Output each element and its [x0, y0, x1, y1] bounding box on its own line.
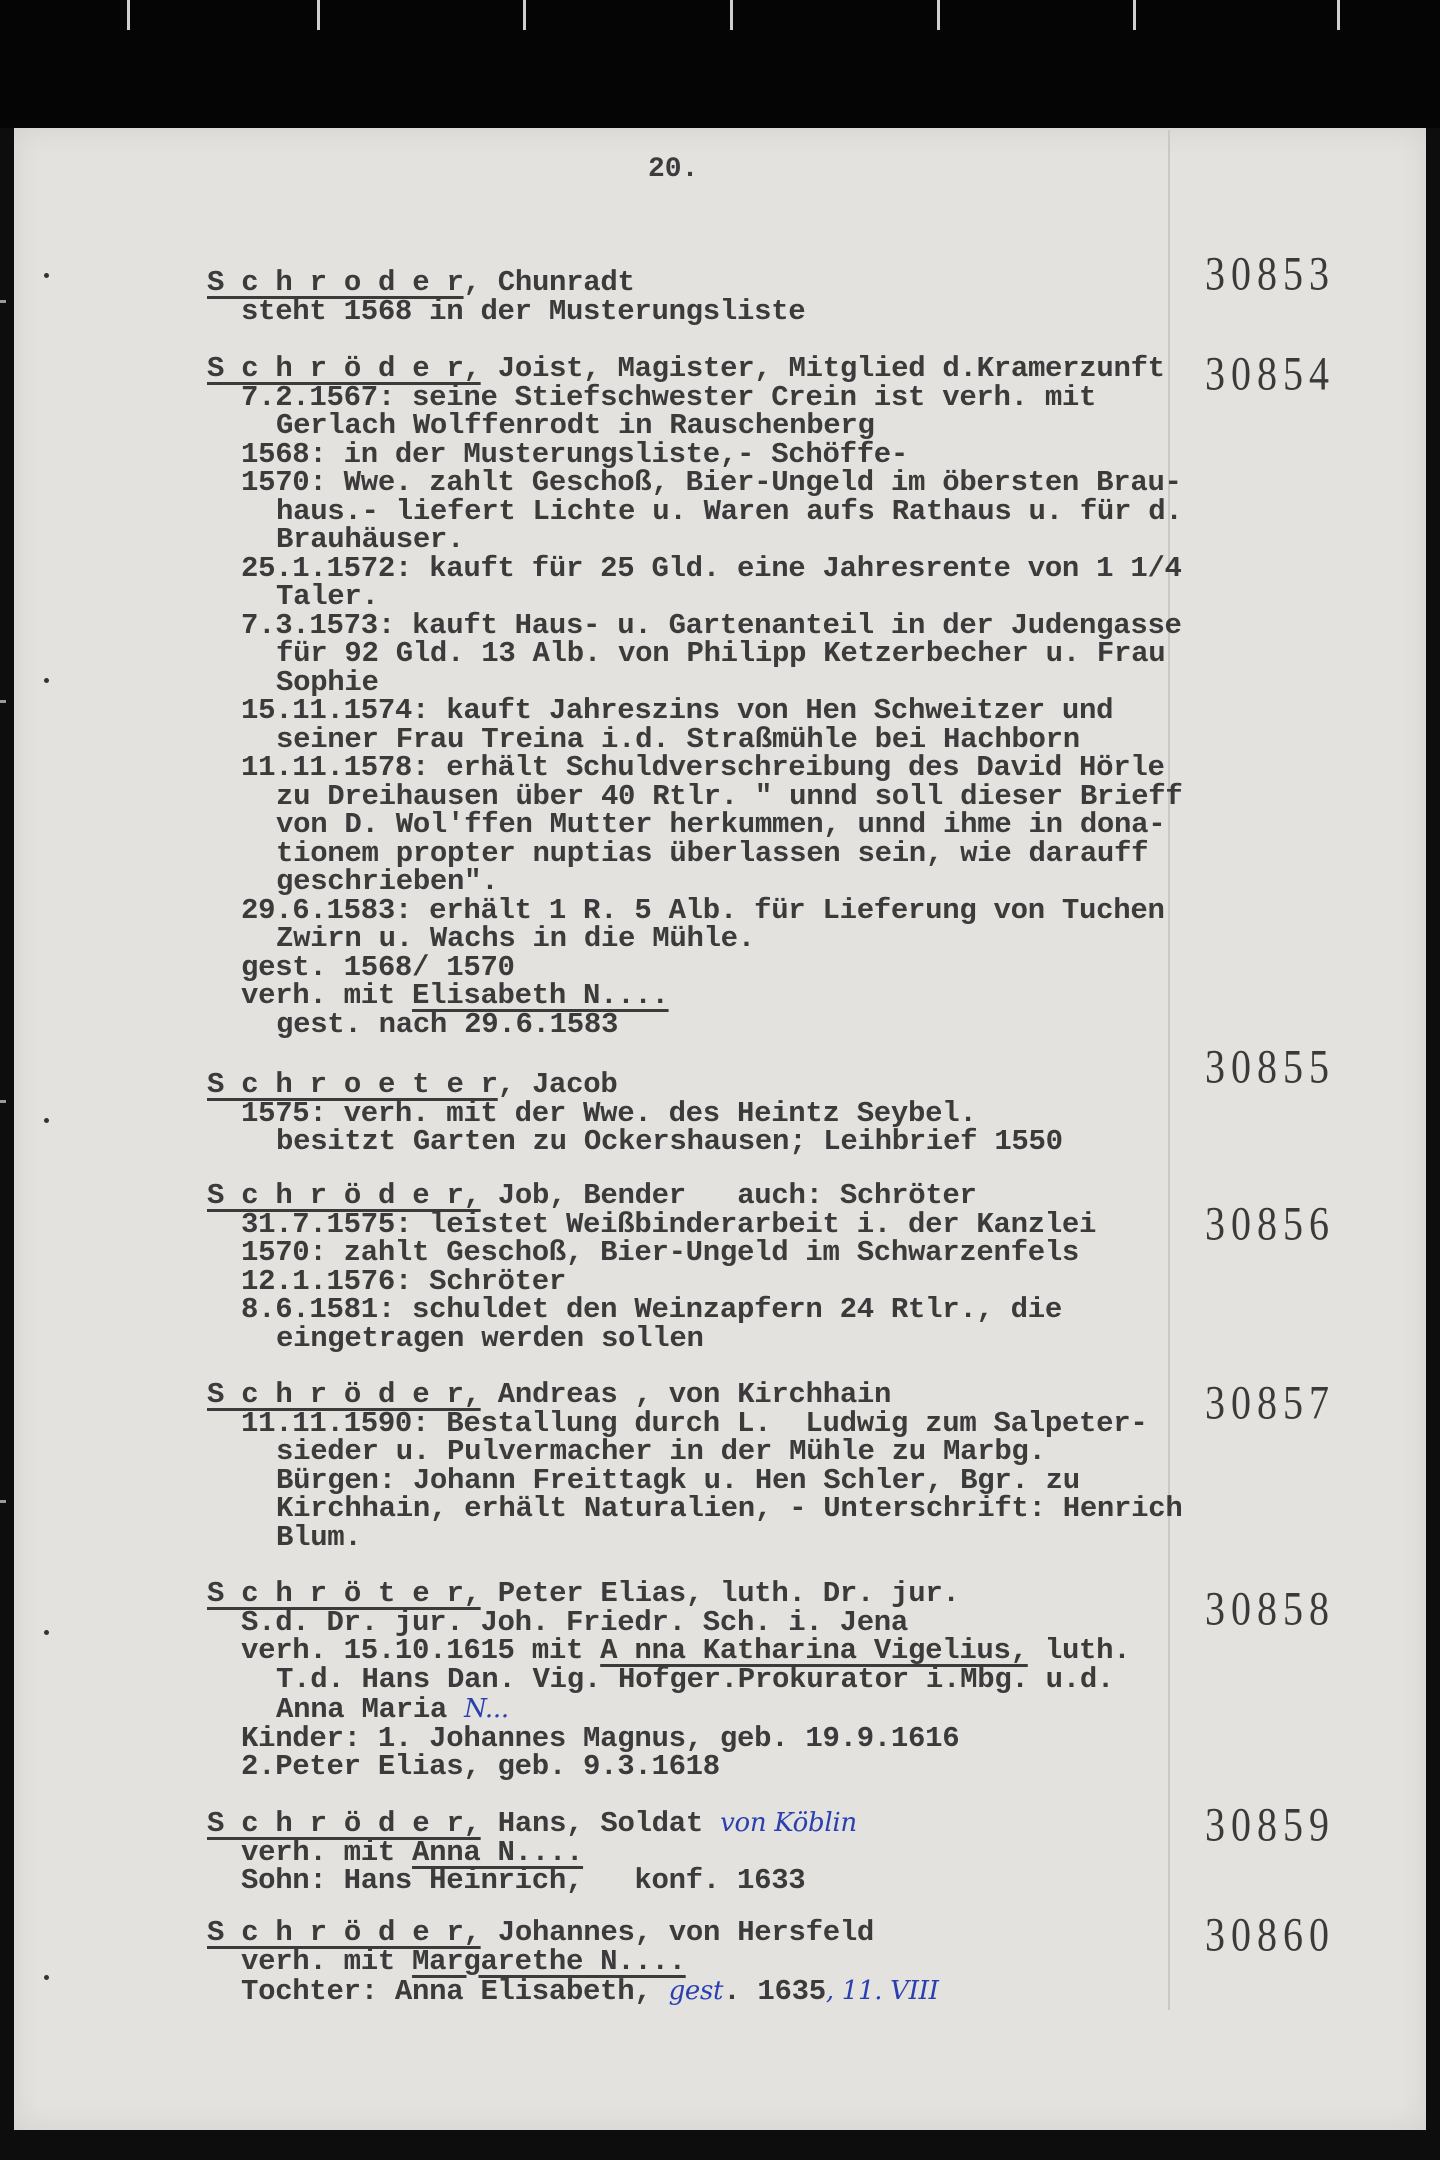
text-segment: haus.- liefert Lichte u. Waren aufs Rathaus u. für d. [276, 494, 1183, 528]
text-segment: Gerlach Wolffenrodt in Rauschenberg [276, 409, 875, 442]
text-segment: verh. mit [241, 1944, 413, 1978]
entry-line [207, 523, 1182, 556]
entry-number: 30860 [1205, 1907, 1335, 1962]
text-segment: verh. mit [241, 1835, 413, 1869]
genealogy-entry [207, 1179, 1097, 1355]
entry-line [207, 1835, 857, 1869]
punch-dot [44, 1630, 49, 1635]
text-segment: 15.11.1574: kauft Jahreszins von Hen Schweitzer und [241, 694, 1114, 727]
text-segment: Sophie [276, 665, 379, 699]
ruler-tick [523, 0, 526, 30]
text-segment: Sohn: Hans Heinrich, konf. 1633 [241, 1864, 806, 1897]
text-segment: T.d. Hans Dan. Vig. Hofger.Prokurator i.Mbg. u.d. [276, 1662, 1115, 1696]
text-segment: geschrieben". [276, 865, 499, 898]
underlined-name: S c h r ö d e r, [207, 1807, 481, 1840]
entry-line [207, 922, 1182, 955]
ruler-tick [127, 0, 130, 30]
underlined-name: S c h r ö t e r, [207, 1577, 481, 1610]
punch-dot [44, 273, 49, 278]
entry-line [207, 1463, 1182, 1497]
ruler-tick [937, 0, 940, 30]
entry-number: 30857 [1205, 1375, 1335, 1430]
text-segment: Peter Elias, luth. Dr. jur. [480, 1577, 960, 1610]
text-segment: Andreas , von Kirchhain [480, 1378, 892, 1411]
text-segment: 12.1.1576: Schröter [241, 1264, 566, 1298]
text-segment: Kinder: 1. Johannes Magnus, geb. 19.9.1616 [241, 1721, 960, 1755]
text-segment: tionem propter nuptias überlassen sein, wie darauff [276, 836, 1149, 870]
text-segment: zu Dreihausen über 40 Rtlr. " unnd soll dieser Brieff [276, 779, 1183, 813]
page-number: 20. [648, 154, 699, 185]
text-segment: Tochter: Anna Elisabeth, [241, 1975, 669, 2008]
entry-line [207, 1944, 939, 1978]
entry-line [207, 1207, 1097, 1241]
text-segment: Johannes, von Hersfeld [480, 1916, 875, 1949]
text-segment: sieder u. Pulvermacher in der Mühle zu Marbg. [276, 1435, 1046, 1468]
text-segment: S.d. Dr. jur. Joh. Friedr. Sch. i. Jena [241, 1605, 909, 1639]
punch-dot [44, 678, 49, 683]
genealogy-entry [207, 1916, 939, 2008]
entry-line [207, 893, 1182, 927]
entry-number: 30853 [1205, 246, 1335, 301]
edge-mark [0, 700, 6, 703]
entry-heading [207, 1916, 939, 1949]
entry-heading [207, 1378, 1182, 1411]
entry-line [207, 1750, 1130, 1783]
underlined-name: Anna N.... [412, 1835, 584, 1869]
text-segment: von D. Wol'ffen Mutter herkummen, unnd ihme in dona- [276, 808, 1166, 841]
text-segment: gest. nach 29.6.1583 [276, 1007, 619, 1041]
entry-line [207, 437, 1182, 471]
ruler-tick [1337, 0, 1340, 30]
text-segment: seiner Frau Treina i.d. Straßmühle bei Hachborn [276, 722, 1080, 756]
text-segment: 1570: zahlt Geschoß, Bier-Ungeld im Schwarzenfels [241, 1236, 1080, 1269]
entry-heading [207, 352, 1182, 385]
text-segment: . 1635 [723, 1975, 826, 2008]
text-segment: , Chunradt [463, 266, 635, 299]
text-segment: 7.3.1573: kauft Haus- u. Gartenanteil in der Judengasse [241, 608, 1182, 642]
genealogy-entry [207, 1068, 1063, 1158]
entry-line [207, 1694, 1130, 1725]
entry-line [207, 1096, 1063, 1130]
text-segment: 31.7.1575: leistet Weißbinderarbeit i. der Kanzlei [241, 1207, 1097, 1241]
ruler-tick [730, 0, 733, 30]
entry-line [207, 551, 1182, 585]
entry-line [207, 1236, 1096, 1269]
entry-line [207, 1520, 1182, 1554]
genealogy-entry [207, 352, 1183, 1041]
entry-line [207, 836, 1182, 870]
entry-line [207, 950, 1182, 984]
entry-heading [207, 1068, 1063, 1101]
entry-line [207, 608, 1182, 642]
text-segment: für 92 Gld. 13 Alb. von Philipp Ketzerbecher u. Frau [276, 637, 1166, 670]
text-segment: Anna Maria [276, 1693, 465, 1726]
text-segment: 25.1.1572: kauft für 25 Gld. eine Jahresrente von 1 1/4 [241, 551, 1182, 585]
genealogy-entry [207, 1577, 1131, 1783]
text-segment: gest. 1568/ 1570 [241, 950, 515, 984]
text-segment: besitzt Garten zu Ockershausen; Leihbrief 1550 [276, 1125, 1063, 1158]
entry-number: 30859 [1205, 1797, 1335, 1852]
text-segment: 11.11.1590: Bestallung durch L. Ludwig zum Salpeter- [241, 1406, 1148, 1440]
entry-line [207, 694, 1182, 727]
text-segment: 2.Peter Elias, geb. 9.3.1618 [241, 1750, 720, 1783]
entry-line [207, 1264, 1096, 1298]
punch-dot [44, 1118, 49, 1123]
edge-mark [0, 1100, 6, 1103]
text-segment: luth. [1027, 1634, 1131, 1667]
entry-line [207, 1662, 1130, 1696]
entry-line [207, 1492, 1183, 1525]
text-segment: 29.6.1583: erhält 1 R. 5 Alb. für Lieferung von Tuchen [241, 893, 1165, 927]
underlined-name: S c h r ö d e r, [207, 352, 481, 385]
entry-line [207, 1435, 1182, 1468]
handwritten-note: von Köblin [720, 1808, 857, 1838]
entry-line [207, 466, 1182, 499]
entry-line [207, 979, 1182, 1012]
text-segment: 1575: verh. mit der Wwe. des Heintz Seybel. [241, 1096, 977, 1130]
text-segment: Joist, Magister, Mitglied d.Kramerzunft [480, 352, 1165, 385]
text-segment: 1568: in der Musterungsliste,- Schöffe- [241, 437, 909, 471]
underlined-name: S c h r o e t e r [207, 1068, 498, 1101]
text-segment: Hans, Soldat [480, 1807, 721, 1840]
entry-line [207, 409, 1182, 442]
punch-dot [44, 1975, 49, 1980]
underlined-name: S c h r ö d e r, [207, 1916, 481, 1949]
text-segment: Job, Bender auch: Schröter [480, 1179, 977, 1212]
entry-line [207, 1007, 1182, 1041]
underlined-name: Elisabeth N.... [412, 979, 669, 1012]
entry-number: 30856 [1205, 1196, 1335, 1251]
edge-mark [0, 300, 6, 303]
genealogy-entry [207, 1808, 857, 1896]
entry-line [207, 580, 1182, 613]
entry-line [207, 808, 1182, 841]
underlined-name: Margarethe N.... [412, 1944, 686, 1978]
text-segment: 11.11.1578: erhält Schuldverschreibung des David Hörle [241, 751, 1165, 784]
text-segment: Bürgen: Johann Freittagk u. Hen Schler, Bgr. zu [276, 1463, 1080, 1497]
entry-line [207, 722, 1182, 756]
entry-line [207, 294, 806, 328]
underlined-name: S c h r ö d e r, [207, 1378, 481, 1411]
text-segment: Taler. [276, 580, 379, 613]
underlined-name: S c h r o d e r [207, 266, 464, 299]
text-segment: 8.6.1581: schuldet den Weinzapfern 24 Rtlr., die [241, 1293, 1062, 1326]
text-segment: 7.2.1567: seine Stiefschwester Crein ist verh. mit [241, 380, 1097, 414]
entry-heading [207, 1808, 857, 1839]
genealogy-entry [207, 1378, 1183, 1554]
text-segment: 1570: Wwe. zahlt Geschoß, Bier-Ungeld im öbersten Brau- [241, 466, 1182, 499]
text-segment: verh. 15.10.1615 mit [241, 1634, 601, 1667]
entry-number: 30854 [1205, 346, 1335, 401]
text-segment: verh. mit [241, 979, 413, 1012]
text-segment: steht 1568 in der Musterungsliste [241, 294, 806, 328]
text-segment: Brauhäuser. [276, 523, 465, 556]
entry-line [207, 1976, 939, 2007]
entry-heading [207, 1179, 1096, 1212]
underlined-name: A nna Katharina Vigelius, [600, 1634, 1028, 1667]
handwritten-note: N... [464, 1694, 509, 1724]
entry-line [207, 665, 1182, 699]
genealogy-entry [207, 266, 806, 328]
scanner-top-band [0, 0, 1440, 128]
entry-line [207, 865, 1182, 898]
entry-heading [207, 1577, 1130, 1610]
text-segment: Blum. [276, 1520, 362, 1554]
entry-line [207, 380, 1182, 414]
entry-heading [207, 266, 805, 299]
entry-line [207, 1721, 1130, 1755]
entry-number: 30855 [1205, 1039, 1335, 1094]
entry-line [207, 1125, 1063, 1158]
entry-line [207, 1864, 857, 1897]
ruler-tick [317, 0, 320, 30]
text-segment: , Jacob [497, 1068, 618, 1101]
text-segment: Zwirn u. Wachs in die Mühle. [276, 922, 755, 955]
entry-line [207, 1634, 1131, 1667]
entry-line [207, 494, 1183, 528]
text-segment: Kirchhain, erhält Naturalien, - Unterschrift: Henrich [276, 1492, 1183, 1525]
entry-line [207, 1605, 1130, 1639]
ruler-tick [1133, 0, 1136, 30]
entry-line [207, 1321, 1096, 1355]
entry-line [207, 779, 1183, 813]
entry-line [207, 751, 1182, 784]
entry-line [207, 1406, 1182, 1440]
text-segment: eingetragen werden sollen [276, 1321, 704, 1355]
entry-line [207, 1293, 1096, 1326]
handwritten-note: gest [668, 1976, 724, 2006]
entry-line [207, 637, 1182, 670]
underlined-name: S c h r ö d e r, [207, 1179, 481, 1212]
edge-mark [0, 1500, 6, 1503]
handwritten-note: , 11. VIII [825, 1976, 939, 2006]
entry-number: 30858 [1205, 1581, 1335, 1636]
